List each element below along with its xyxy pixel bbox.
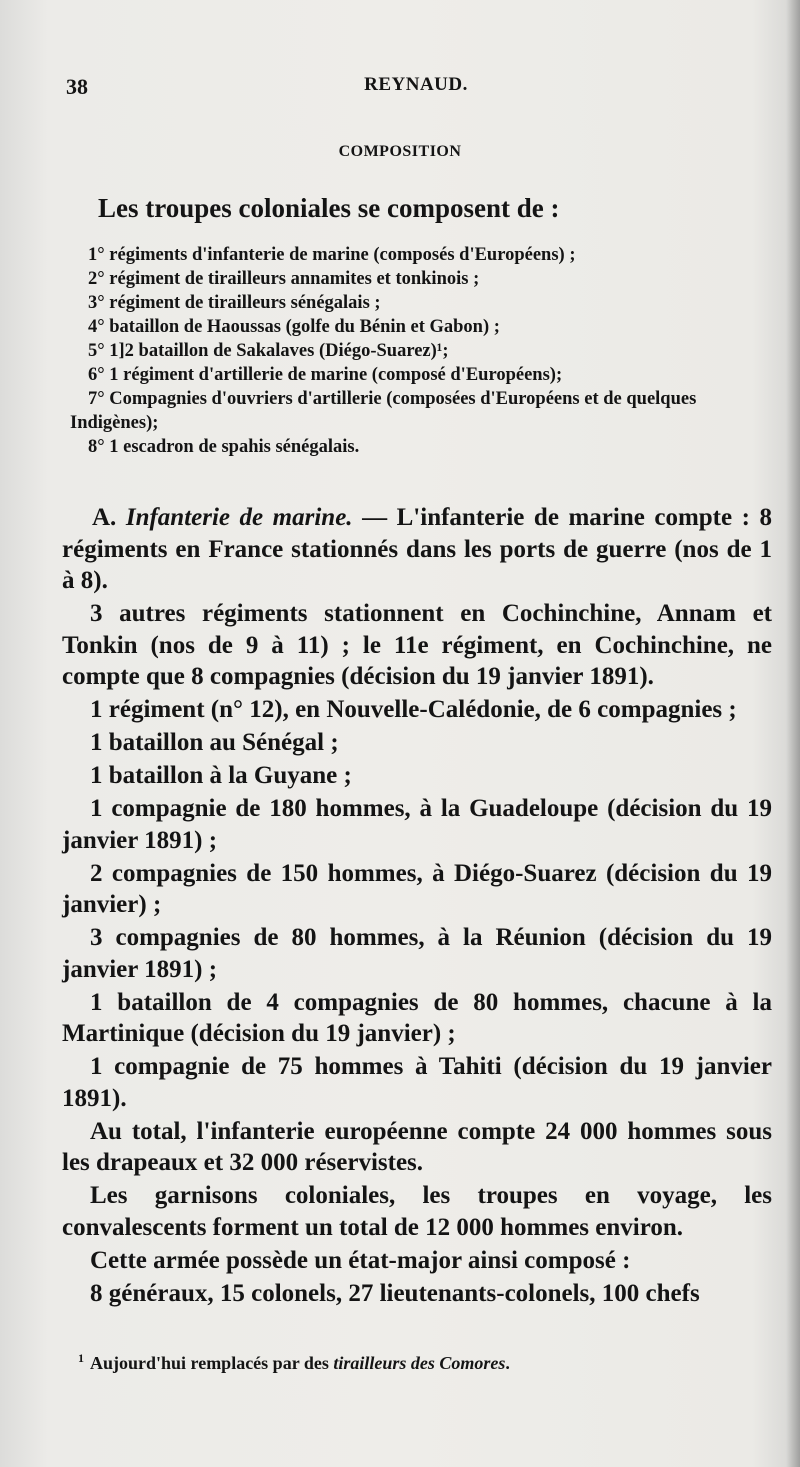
paragraph: 1 compagnie de 180 hommes, à la Guadeloupe (décision du 19 janvier 1891) ; — [62, 795, 772, 854]
paragraph: 8 généraux, 15 colonels, 27 lieutenants-colonels, 100 chefs — [90, 1279, 700, 1307]
body-text — [62, 502, 772, 1311]
list-item: 3° régiment de tirailleurs sénégalais ; — [88, 293, 381, 313]
list-item: 8° 1 escadron de spahis sénégalais. — [88, 437, 360, 457]
paragraph: 3 autres régiments stationnent en Cochinchine, Annam et Tonkin (nos de 9 à 11) ; le 11e régiment, en Cochinchine, ne compte que 8 compagnies (décision du 19 janvier 1891). — [62, 600, 772, 690]
page-header — [66, 74, 766, 104]
paragraph: Les garnisons coloniales, les troupes en voyage, les convalescents forment un total de 12 000 hommes environ. — [62, 1182, 772, 1241]
footnote-text: Aujourd'hui remplacés par des — [90, 1353, 334, 1373]
paragraph: 2 compagnies de 150 hommes, à Diégo-Suarez (décision du 19 janvier) ; — [62, 859, 772, 918]
section-letter: A. — [92, 504, 126, 531]
page-edge-shadow — [786, 0, 800, 1467]
list-item: 1° régiments d'infanterie de marine (composés d'Européens) ; — [88, 245, 576, 265]
paragraph-text: — L'infanterie de marine compte : 8 régiments en France stationnés dans les ports de guerre (nos de 1 à 8). — [62, 504, 772, 594]
footnote — [78, 1351, 510, 1374]
list-item: 4° bataillon de Haoussas (golfe du Bénin et Gabon) ; — [88, 317, 500, 337]
troop-list — [70, 243, 770, 459]
paragraph: 3 compagnies de 80 hommes, à la Réunion (décision du 19 janvier 1891) ; — [62, 924, 772, 983]
footnote-marker: 1 — [78, 1351, 84, 1365]
footnote-end: . — [505, 1353, 510, 1373]
paragraph: 1 bataillon au Sénégal ; — [90, 729, 339, 756]
list-item: 2° régiment de tirailleurs annamites et tonkinois ; — [88, 269, 480, 289]
page-number: 38 — [66, 74, 88, 99]
list-item: 7° Compagnies d'ouvriers d'artillerie (composées d'Européens et de quelques Indigènes); — [70, 389, 697, 433]
paragraph: 1 bataillon de 4 compagnies de 80 hommes, chacune à la Martinique (décision du 19 janvier) ; — [62, 988, 772, 1047]
running-head: REYNAUD. — [364, 74, 468, 95]
section-title: COMPOSITION — [338, 143, 462, 160]
paragraph: 1 régiment (n° 12), en Nouvelle-Calédonie, de 6 compagnies ; — [90, 696, 737, 723]
list-item: 6° 1 régiment d'artillerie de marine (composé d'Européens); — [88, 365, 563, 385]
paragraph: 1 bataillon à la Guyane ; — [90, 762, 352, 789]
paragraph-infanterie — [62, 502, 772, 597]
paragraph: Au total, l'infanterie européenne compte 24 000 hommes sous les drapeaux et 32 000 réservistes. — [62, 1117, 772, 1176]
inline-heading: Infanterie de marine. — [125, 504, 353, 531]
intro-sentence: Les troupes coloniales se composent de : — [98, 193, 560, 223]
paragraph: 1 compagnie de 75 hommes à Tahiti (décision du 19 janvier 1891). — [62, 1053, 772, 1112]
paragraph: Cette armée possède un état-major ainsi composé : — [90, 1246, 631, 1274]
list-item: 5° 1]2 bataillon de Sakalaves (Diégo-Suarez)¹; — [88, 341, 449, 361]
footnote-italic-text: tirailleurs des Comores — [333, 1353, 506, 1373]
